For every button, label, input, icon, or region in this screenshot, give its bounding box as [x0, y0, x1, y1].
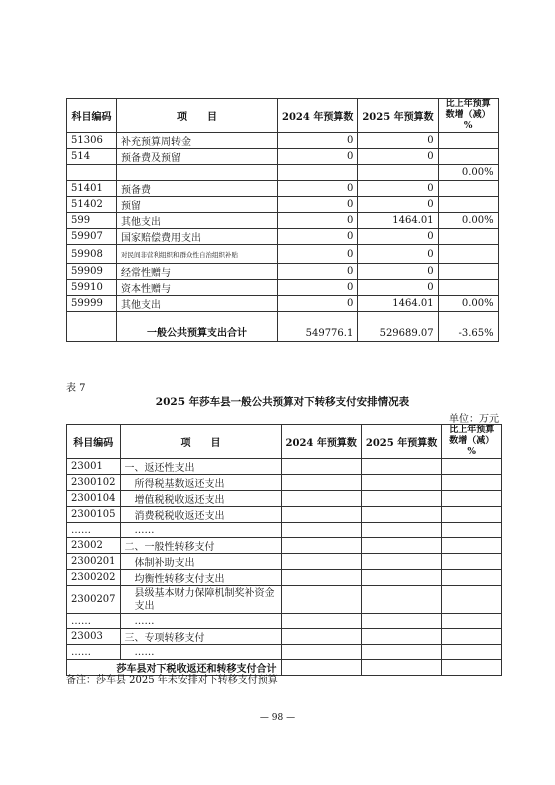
cell-code: ……	[67, 645, 121, 660]
cell-change	[442, 491, 502, 507]
table-row	[67, 245, 499, 264]
cell-2024: 0	[278, 280, 358, 296]
cell-change	[438, 229, 498, 245]
cell-code: 2300201	[67, 554, 121, 570]
unit-label: 单位：万元	[449, 414, 499, 425]
cell-2025: 0	[358, 280, 438, 296]
cell-2024: 0	[278, 229, 358, 245]
cell-2025	[361, 645, 441, 660]
cell-code	[67, 165, 117, 181]
cell-item: 其他支出	[117, 296, 278, 312]
cell-2024	[281, 475, 361, 491]
cell-item: 资本性赠与	[117, 280, 278, 296]
cell-item: 经常性赠与	[117, 264, 278, 280]
cell-change	[438, 280, 498, 296]
header-2024: 2024 年预算数	[281, 425, 361, 459]
cell-2025	[361, 538, 441, 554]
cell-item: 预备费	[117, 181, 278, 197]
table-row	[67, 459, 502, 475]
cell-item: 均衡性转移支付支出	[120, 570, 281, 586]
cell-code: 2300102	[67, 475, 121, 491]
header-item: 项 目	[117, 99, 278, 133]
cell-change	[438, 264, 498, 280]
cell-2025	[361, 523, 441, 538]
cell-2024: 0	[278, 213, 358, 229]
table-row	[67, 570, 502, 586]
cell-2025: 0	[358, 133, 438, 149]
cell-2024	[281, 614, 361, 629]
table-row	[67, 491, 502, 507]
header-item: 项 目	[120, 425, 281, 459]
cell-change	[442, 629, 502, 645]
cell-code: 599	[67, 213, 117, 229]
cell-change: 0.00%	[438, 213, 498, 229]
cell-2025: 0	[358, 229, 438, 245]
cell-item: 预备费及预留	[117, 149, 278, 165]
cell-change	[442, 475, 502, 491]
cell-code: 2300202	[67, 570, 121, 586]
header-change: 比上年预算数增（减）%	[442, 425, 502, 459]
cell-2024	[281, 491, 361, 507]
total-2025	[361, 660, 441, 676]
total-change: -3.65%	[438, 312, 498, 342]
cell-code: 51401	[67, 181, 117, 197]
cell-item: 一、返还性支出	[120, 459, 281, 475]
table-label: 表 7	[66, 383, 86, 394]
cell-2025: 0	[358, 149, 438, 165]
table-title: 2025 年莎车县一般公共预算对下转移支付安排情况表	[155, 396, 410, 408]
table-row	[67, 165, 499, 181]
table-row	[67, 296, 499, 312]
table-row	[67, 149, 499, 165]
cell-2025	[361, 491, 441, 507]
cell-item	[117, 165, 278, 181]
cell-code: 514	[67, 149, 117, 165]
cell-code: 59908	[67, 245, 117, 264]
cell-2024	[281, 538, 361, 554]
cell-change	[442, 645, 502, 660]
cell-2024	[281, 554, 361, 570]
table-row	[67, 614, 502, 629]
header-change: 比上年预算数增（减）%	[438, 99, 498, 133]
cell-code: 51306	[67, 133, 117, 149]
cell-2024	[278, 165, 358, 181]
cell-change	[438, 149, 498, 165]
header-2025: 2025 年预算数	[358, 99, 438, 133]
cell-change	[442, 538, 502, 554]
header-code: 科目编码	[67, 99, 117, 133]
cell-code: 59907	[67, 229, 117, 245]
cell-code: 23001	[67, 459, 121, 475]
cell-change	[442, 554, 502, 570]
cell-2025	[361, 629, 441, 645]
cell-2025: 0	[358, 264, 438, 280]
cell-item: 国家赔偿费用支出	[117, 229, 278, 245]
cell-2025	[361, 459, 441, 475]
table-row	[67, 538, 502, 554]
cell-2025	[361, 614, 441, 629]
cell-2025	[361, 570, 441, 586]
table-row	[67, 133, 499, 149]
cell-2025: 0	[358, 197, 438, 213]
cell-code: 23002	[67, 538, 121, 554]
note: 备注：莎车县 2025 年未安排对下转移支付预算	[66, 675, 278, 686]
cell-code: 2300105	[67, 507, 121, 523]
table-row	[67, 629, 502, 645]
cell-2024: 0	[278, 264, 358, 280]
table-header-row	[67, 425, 502, 459]
cell-2024: 0	[278, 181, 358, 197]
cell-item: 补充预算周转金	[117, 133, 278, 149]
cell-2024: 0	[278, 296, 358, 312]
cell-2025: 1464.01	[358, 213, 438, 229]
cell-2024	[281, 645, 361, 660]
cell-2024	[281, 586, 361, 614]
cell-change	[438, 197, 498, 213]
total-2024: 549776.1	[278, 312, 358, 342]
cell-change	[442, 586, 502, 614]
cell-code: 2300207	[67, 586, 121, 614]
cell-change	[438, 181, 498, 197]
table-row	[67, 280, 499, 296]
header-2024: 2024 年预算数	[278, 99, 358, 133]
cell-change	[438, 245, 498, 264]
cell-2024	[281, 570, 361, 586]
cell-code: ……	[67, 523, 121, 538]
cell-change	[442, 507, 502, 523]
cell-2025: 1464.01	[358, 296, 438, 312]
cell-item: 消费税税收返还支出	[120, 507, 281, 523]
cell-change	[442, 570, 502, 586]
cell-change: 0.00%	[438, 296, 498, 312]
cell-item: 其他支出	[117, 213, 278, 229]
cell-2025	[361, 475, 441, 491]
table-row	[67, 229, 499, 245]
table-row	[67, 554, 502, 570]
table-row	[67, 645, 502, 660]
cell-2025	[361, 554, 441, 570]
cell-item: 县级基本财力保障机制奖补资金支出	[120, 586, 281, 614]
cell-2024	[281, 629, 361, 645]
cell-change	[442, 614, 502, 629]
transfer-payment-table	[66, 424, 502, 676]
total-change	[442, 660, 502, 676]
cell-2025	[361, 586, 441, 614]
total-row	[67, 312, 499, 342]
table-row	[67, 475, 502, 491]
cell-item: 所得税基数返还支出	[120, 475, 281, 491]
cell-change: 0.00%	[438, 165, 498, 181]
cell-2024	[281, 459, 361, 475]
table-row	[67, 586, 502, 614]
cell-item: ……	[120, 645, 281, 660]
cell-code: 59909	[67, 264, 117, 280]
total-2025: 529689.07	[358, 312, 438, 342]
cell-2024: 0	[278, 245, 358, 264]
cell-2025	[358, 165, 438, 181]
table-row	[67, 213, 499, 229]
cell-2025: 0	[358, 181, 438, 197]
cell-2025	[361, 507, 441, 523]
total-code	[67, 312, 117, 342]
cell-2025: 0	[358, 245, 438, 264]
cell-item: 体制补助支出	[120, 554, 281, 570]
table-header-row	[67, 99, 499, 133]
total-label: 一般公共预算支出合计	[117, 312, 278, 342]
cell-code: 2300104	[67, 491, 121, 507]
cell-2024: 0	[278, 149, 358, 165]
cell-code: 23003	[67, 629, 121, 645]
cell-code: 59999	[67, 296, 117, 312]
budget-expenditure-table	[66, 98, 499, 342]
table-row	[67, 523, 502, 538]
header-code: 科目编码	[67, 425, 121, 459]
cell-2024: 0	[278, 133, 358, 149]
cell-code: ……	[67, 614, 121, 629]
cell-2024	[281, 523, 361, 538]
cell-item: 三、专项转移支付	[120, 629, 281, 645]
total-2024	[281, 660, 361, 676]
table-row	[67, 181, 499, 197]
table-row	[67, 264, 499, 280]
header-2025: 2025 年预算数	[361, 425, 441, 459]
cell-code: 59910	[67, 280, 117, 296]
cell-code: 51402	[67, 197, 117, 213]
cell-change	[442, 459, 502, 475]
table-row	[67, 507, 502, 523]
cell-item: 对民间非营利组织和群众性自治组织补贴	[117, 245, 278, 264]
cell-item: 预留	[117, 197, 278, 213]
cell-2024	[281, 507, 361, 523]
cell-2024: 0	[278, 197, 358, 213]
cell-item: 增值税税收返还支出	[120, 491, 281, 507]
cell-change	[438, 133, 498, 149]
table-row	[67, 197, 499, 213]
cell-item: ……	[120, 523, 281, 538]
cell-change	[442, 523, 502, 538]
total-label: 莎车县对下税收返还和转移支付合计	[67, 660, 282, 676]
cell-item: ……	[120, 614, 281, 629]
cell-item: 二、一般性转移支付	[120, 538, 281, 554]
page-number: — 98 —	[259, 713, 296, 723]
